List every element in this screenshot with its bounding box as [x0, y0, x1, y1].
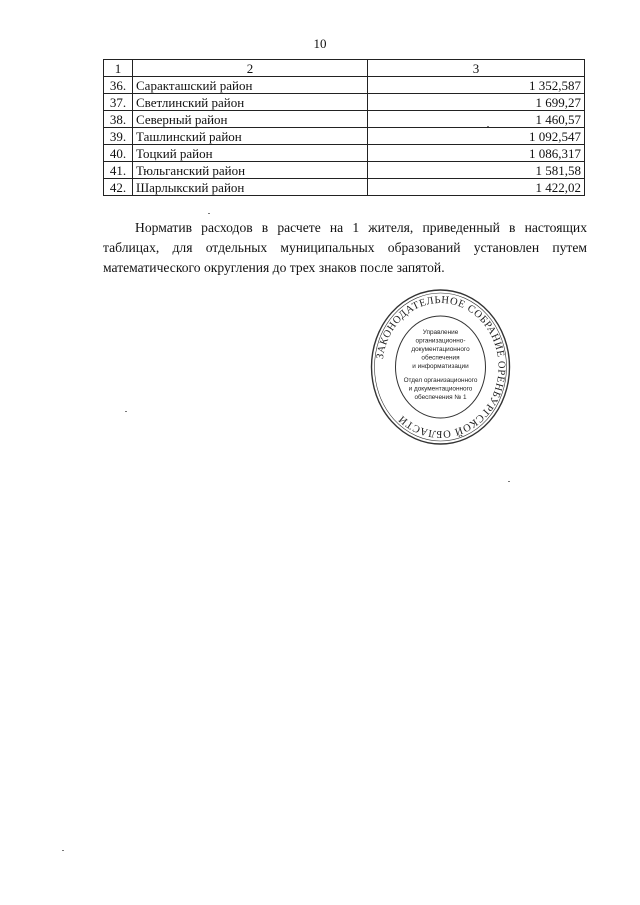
row-number: 37.	[104, 94, 133, 111]
expense-norm-table	[103, 59, 585, 196]
row-number: 39.	[104, 128, 133, 145]
district-name: Саракташский район	[133, 77, 368, 94]
scan-speck	[125, 411, 127, 412]
norm-value: 1 699,27	[368, 94, 585, 111]
seal-inner-line: обеспечения	[421, 354, 460, 362]
seal-outer-text: ЗАКОНОДАТЕЛЬНОЕ СОБРАНИЕ ОРЕНБУРГСКОЙ ОБЛАСТИ	[374, 294, 507, 440]
district-name: Шарлыкский район	[133, 179, 368, 196]
norm-value: 1 352,587	[368, 77, 585, 94]
district-name: Ташлинский район	[133, 128, 368, 145]
seal-graphic	[370, 288, 511, 446]
table-row	[104, 162, 585, 179]
scan-speck	[508, 481, 510, 482]
row-number: 36.	[104, 77, 133, 94]
norm-value: 1 422,02	[368, 179, 585, 196]
seal-inner-line: и документационного	[408, 385, 473, 393]
district-name: Тюльганский район	[133, 162, 368, 179]
scan-speck	[62, 850, 64, 851]
table-row	[104, 128, 585, 145]
district-name: Северный район	[133, 111, 368, 128]
scan-speck	[487, 126, 489, 127]
rounding-note-paragraph: Норматив расходов в расчете на 1 жителя, приведенный в настоящих таблицах, для отдельных муниципальных образований установлен путем математического округления до трех знаков после запятой.	[103, 220, 587, 275]
district-name: Светлинский район	[133, 94, 368, 111]
district-name: Тоцкий район	[133, 145, 368, 162]
table-header-row	[104, 60, 585, 77]
seal-inner-line: и информатизации	[412, 363, 469, 370]
page-number: 10	[313, 36, 327, 51]
official-seal-stamp	[370, 288, 511, 446]
column-header-1: 1	[104, 60, 133, 77]
norm-value: 1 460,57	[368, 111, 585, 128]
scan-speck	[208, 213, 210, 214]
seal-inner-line: Отдел организационного	[403, 377, 478, 384]
column-header-2: 2	[133, 60, 368, 77]
row-number: 41.	[104, 162, 133, 179]
table-row	[104, 145, 585, 162]
norm-value: 1 581,58	[368, 162, 585, 179]
seal-inner-line: обеспечения № 1	[414, 394, 467, 401]
row-number: 40.	[104, 145, 133, 162]
seal-inner-line: Управление	[422, 329, 459, 336]
table-row	[104, 77, 585, 94]
norm-value: 1 092,547	[368, 128, 585, 145]
seal-inner-text	[404, 329, 478, 401]
row-number: 38.	[104, 111, 133, 128]
seal-inner-line: организационно-	[415, 337, 466, 345]
seal-inner-line: документационного	[411, 346, 470, 353]
column-header-3: 3	[368, 60, 585, 77]
table-row	[104, 94, 585, 111]
norm-value: 1 086,317	[368, 145, 585, 162]
table-row	[104, 111, 585, 128]
row-number: 42.	[104, 179, 133, 196]
table-row	[104, 179, 585, 196]
